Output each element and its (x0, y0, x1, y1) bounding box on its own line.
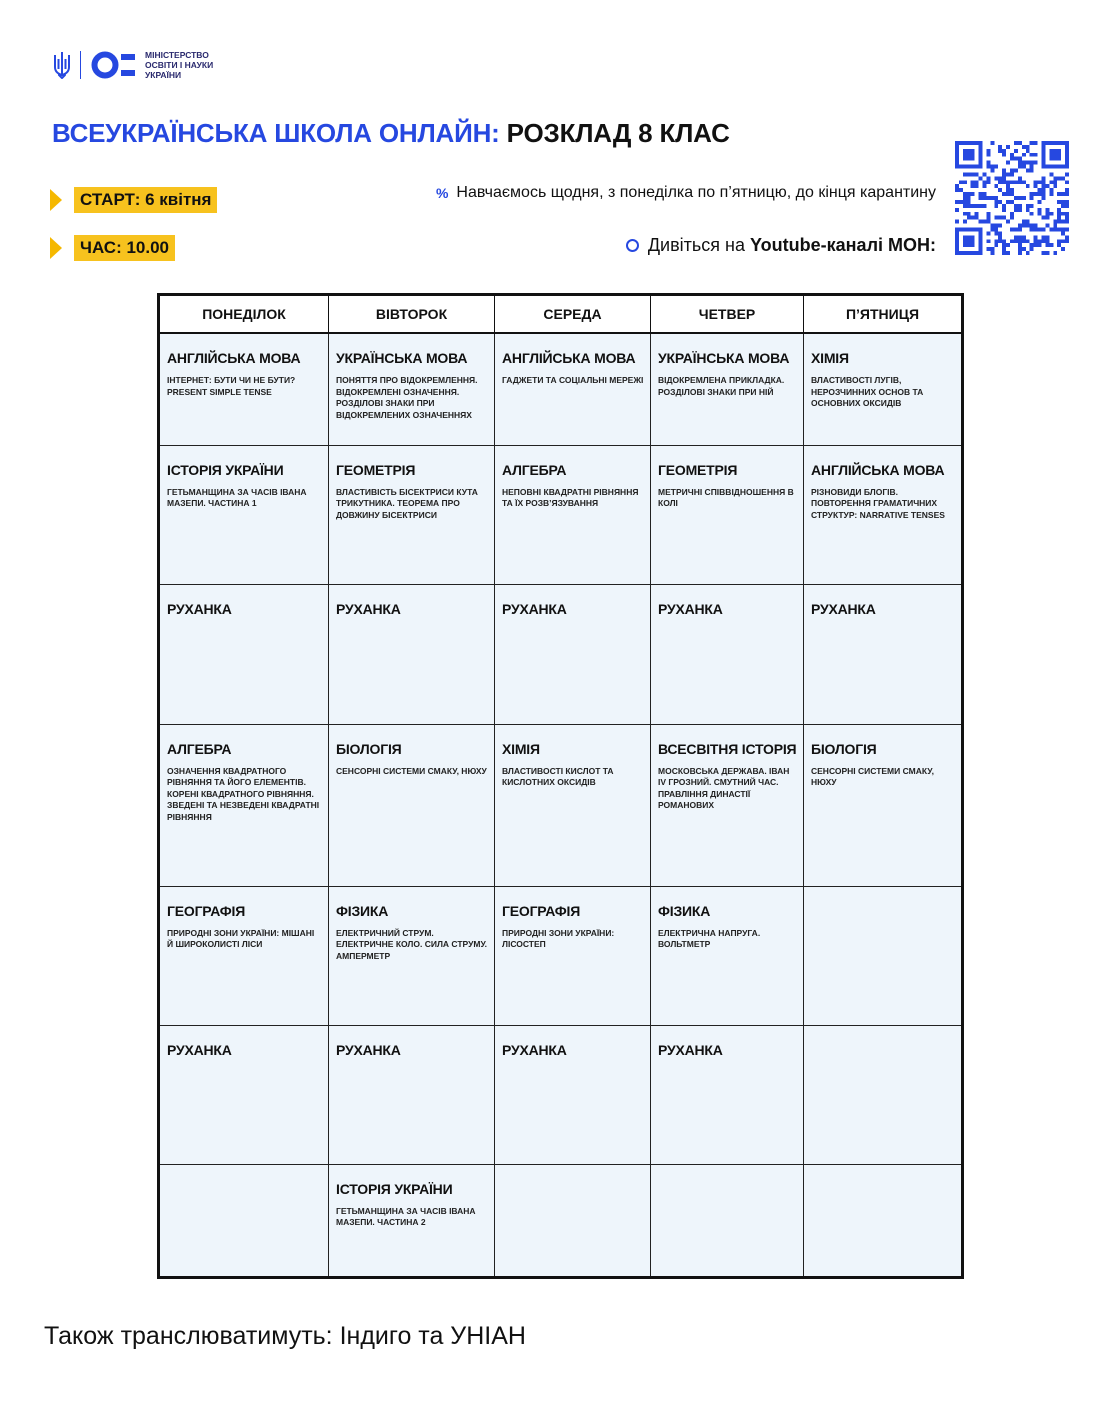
lesson-subject: РУХАНКА (167, 1041, 232, 1058)
lesson-topic: ПОНЯТТЯ ПРО ВІДОКРЕМЛЕННЯ. ВІДОКРЕМЛЕНІ ОЗНАЧЕННЯ. РОЗДІЛОВІ ЗНАКИ ПРИ ВІДОКРЕМЛЕНИХ ОЗНАЧЕННЯХ (336, 375, 478, 420)
schedule-cell (159, 445, 329, 584)
schedule-row (159, 724, 963, 886)
youtube-info (626, 235, 936, 256)
lesson-subject: АЛГЕБРА (167, 740, 232, 757)
schedule-cell (804, 445, 963, 584)
lesson-subject: ІСТОРІЯ УКРАЇНИ (167, 461, 284, 478)
schedule-cell (804, 886, 963, 1025)
qr-code-icon[interactable] (955, 141, 1069, 255)
lesson-topic: ЕЛЕКТРИЧНА НАПРУГА. ВОЛЬТМЕТР (658, 927, 761, 949)
lesson-subject: ГЕОГРАФІЯ (167, 902, 246, 919)
schedule-cell (804, 1164, 963, 1277)
day-header-friday: П’ЯТНИЦЯ (804, 295, 963, 334)
schedule-cell (651, 1164, 804, 1277)
time-badge: ЧАС: 10.00 (74, 235, 175, 261)
schedule-cell (159, 1025, 329, 1164)
ministry-line-3: УКРАЇНИ (145, 70, 182, 80)
lesson-subject: РУХАНКА (502, 600, 567, 617)
schedule-row (159, 1025, 963, 1164)
lesson-subject: ХІМІЯ (502, 740, 540, 757)
day-header-tuesday: ВІВТОРОК (329, 295, 495, 334)
day-header-monday: ПОНЕДІЛОК (159, 295, 329, 334)
schedule-cell (804, 333, 963, 445)
lesson-topic: СЕНСОРНІ СИСТЕМИ СМАКУ, НЮХУ (811, 765, 934, 787)
youtube-prefix: Дивіться на (647, 235, 745, 255)
schedule-cell (495, 724, 651, 886)
schedule-cell (329, 724, 495, 886)
lesson-subject: РУХАНКА (502, 1041, 567, 1058)
lesson-subject: АНГЛІЙСЬКА МОВА (811, 461, 945, 478)
lesson-subject: ВСЕСВІТНЯ ІСТОРІЯ (658, 740, 797, 757)
schedule-cell (495, 886, 651, 1025)
lesson-subject: ХІМІЯ (811, 350, 849, 366)
schedule-cell (159, 886, 329, 1025)
lesson-subject: УКРАЇНСЬКА МОВА (336, 350, 468, 366)
schedule-cell (495, 1164, 651, 1277)
lesson-topic: ВЛАСТИВОСТІ КИСЛОТ ТА КИСЛОТНИХ ОКСИДІВ (502, 765, 614, 787)
schedule-cell (329, 333, 495, 445)
lesson-topic: МЕТРИЧНІ СПІВВІДНОШЕННЯ В КОЛІ (658, 486, 794, 508)
day-header-wednesday: СЕРЕДА (495, 295, 651, 334)
lesson-subject: БІОЛОГІЯ (811, 740, 877, 757)
daily-info-text: Навчаємось щодня, з понеділка по п’ятницю, до кінця карантину (456, 184, 936, 201)
schedule-cell (159, 724, 329, 886)
day-header-thursday: ЧЕТВЕР (651, 295, 804, 334)
schedule-row (159, 445, 963, 584)
schedule-cell (495, 333, 651, 445)
lesson-topic: ВЛАСТИВОСТІ ЛУГІВ, НЕРОЗЧИННИХ ОСНОВ ТА ОСНОВНИХ ОКСИДІВ (811, 375, 924, 408)
lesson-topic: ВІДОКРЕМЛЕНА ПРИКЛАДКА. РОЗДІЛОВІ ЗНАКИ ПРИ НІЙ (658, 375, 785, 397)
schedule-cell (651, 333, 804, 445)
schedule-cell (329, 886, 495, 1025)
lesson-subject: ГЕОМЕТРІЯ (658, 461, 738, 478)
lesson-topic: ГАДЖЕТИ ТА СОЦІАЛЬНІ МЕРЕЖІ (502, 375, 644, 385)
trident-icon (52, 51, 72, 79)
circle-bullet-icon (626, 239, 639, 252)
schedule-cell (495, 445, 651, 584)
schedule-cell (329, 445, 495, 584)
lesson-topic: ЕЛЕКТРИЧНИЙ СТРУМ. ЕЛЕКТРИЧНЕ КОЛО. СИЛА СТРУМУ. АМПЕРМЕТР (336, 927, 488, 961)
lesson-subject: АНГЛІЙСЬКА МОВА (167, 350, 301, 366)
arrow-icon (50, 237, 62, 259)
lesson-subject: ГЕОГРАФІЯ (502, 902, 581, 919)
broadcast-footer: Також транслюватимуть: Індиго та УНІАН (44, 1322, 526, 1350)
lesson-subject: УКРАЇНСЬКА МОВА (658, 350, 790, 366)
schedule-cell (495, 1025, 651, 1164)
lesson-subject: РУХАНКА (811, 600, 876, 617)
title-blue-part: ВСЕУКРАЇНСЬКА ШКОЛА ОНЛАЙН: (52, 118, 500, 148)
schedule-row (159, 333, 963, 445)
schedule-cell (804, 1025, 963, 1164)
ministry-logo (52, 50, 213, 80)
schedule-row (159, 886, 963, 1025)
arrow-icon (50, 189, 62, 211)
lesson-subject: РУХАНКА (658, 1041, 723, 1058)
lesson-subject: ІСТОРІЯ УКРАЇНИ (336, 1180, 453, 1197)
schedule-cell (159, 333, 329, 445)
schedule-row (159, 584, 963, 724)
lesson-subject: РУХАНКА (658, 600, 723, 617)
lesson-subject: АЛГЕБРА (502, 461, 567, 478)
schedule-cell (329, 1025, 495, 1164)
schedule-cell (329, 584, 495, 724)
schedule-cell (804, 584, 963, 724)
lesson-topic: ГЕТЬМАНЩИНА ЗА ЧАСІВ ІВАНА МАЗЕПИ. ЧАСТИНА 1 (167, 486, 307, 508)
title-black-part: РОЗКЛАД 8 КЛАС (506, 118, 730, 148)
lesson-topic: ПРИРОДНІ ЗОНИ УКРАЇНИ: МІШАНІ Й ШИРОКОЛИСТІ ЛІСИ (167, 927, 315, 949)
ministry-line-2: ОСВІТИ І НАУКИ (145, 60, 214, 70)
lesson-topic: СЕНСОРНІ СИСТЕМИ СМАКУ, НЮХУ (336, 765, 487, 776)
start-badge: СТАРТ: 6 квітня (74, 187, 217, 213)
start-row (50, 187, 217, 213)
ministry-line-1: МІНІСТЕРСТВО (145, 50, 209, 60)
schedule-cell (495, 584, 651, 724)
youtube-channel[interactable]: Youtube-каналі МОН: (750, 235, 936, 255)
schedule-cell (651, 445, 804, 584)
schedule-cell (651, 584, 804, 724)
schedule-cell (651, 886, 804, 1025)
schedule-row (159, 1164, 963, 1277)
schedule-cell (651, 1025, 804, 1164)
schedule-cell (159, 584, 329, 724)
lesson-subject: БІОЛОГІЯ (336, 740, 402, 757)
schedule-cell (804, 724, 963, 886)
logo-divider (80, 51, 81, 79)
schedule-cell (159, 1164, 329, 1277)
lesson-topic: ІНТЕРНЕТ: БУТИ ЧИ НЕ БУТИ? PRESENT SIMPLE TENSE (167, 375, 296, 397)
lesson-topic: ОЗНАЧЕННЯ КВАДРАТНОГО РІВНЯННЯ ТА ЙОГО ЕЛЕМЕНТІВ. КОРЕНІ КВАДРАТНОГО РІВНЯННЯ. ЗВЕДЕНІ ТА НЕЗВЕДЕНІ КВАДРАТНІ РІВНЯННЯ (167, 765, 320, 822)
ministry-name (145, 50, 213, 80)
lesson-subject: АНГЛІЙСЬКА МОВА (502, 350, 636, 366)
page-title (52, 118, 730, 149)
lesson-topic: НЕПОВНІ КВАДРАТНІ РІВНЯННЯ ТА ЇХ РОЗВ’ЯЗУВАННЯ (502, 486, 639, 508)
lesson-subject: РУХАНКА (336, 1041, 401, 1058)
percent-icon: % (435, 185, 449, 201)
lesson-subject: РУХАНКА (336, 600, 401, 617)
lesson-topic: ВЛАСТИВІСТЬ БІСЕКТРИСИ КУТА ТРИКУТНИКА. ТЕОРЕМА ПРО ДОВЖИНУ БІСЕКТРИСИ (336, 486, 478, 520)
schedule-cell (651, 724, 804, 886)
lesson-topic: ПРИРОДНІ ЗОНИ УКРАЇНИ: ЛІСОСТЕП (502, 927, 615, 949)
lesson-topic: РІЗНОВИДИ БЛОГІВ. ПОВТОРЕННЯ ГРАМАТИЧНИХ СТРУКТУР: NARRATIVE TENSES (811, 486, 945, 520)
lesson-subject: ФІЗИКА (336, 902, 389, 919)
lesson-subject: ГЕОМЕТРІЯ (336, 461, 416, 478)
schedule-table (157, 293, 964, 1279)
daily-info (436, 184, 936, 202)
schedule-cell (329, 1164, 495, 1277)
lesson-subject: ФІЗИКА (658, 902, 711, 919)
lesson-topic: ГЕТЬМАНЩИНА ЗА ЧАСІВ ІВАНА МАЗЕПИ. ЧАСТИНА 2 (336, 1205, 476, 1227)
time-row (50, 235, 175, 261)
mon-logo-icon (91, 50, 139, 80)
lesson-subject: РУХАНКА (167, 600, 232, 617)
schedule-header-row (159, 295, 963, 334)
lesson-topic: МОСКОВСЬКА ДЕРЖАВА. ІВАН IV ГРОЗНИЙ. СМУТНИЙ ЧАС. ПРАВЛІННЯ ДИНАСТІЇ РОМАНОВИХ (658, 765, 790, 810)
